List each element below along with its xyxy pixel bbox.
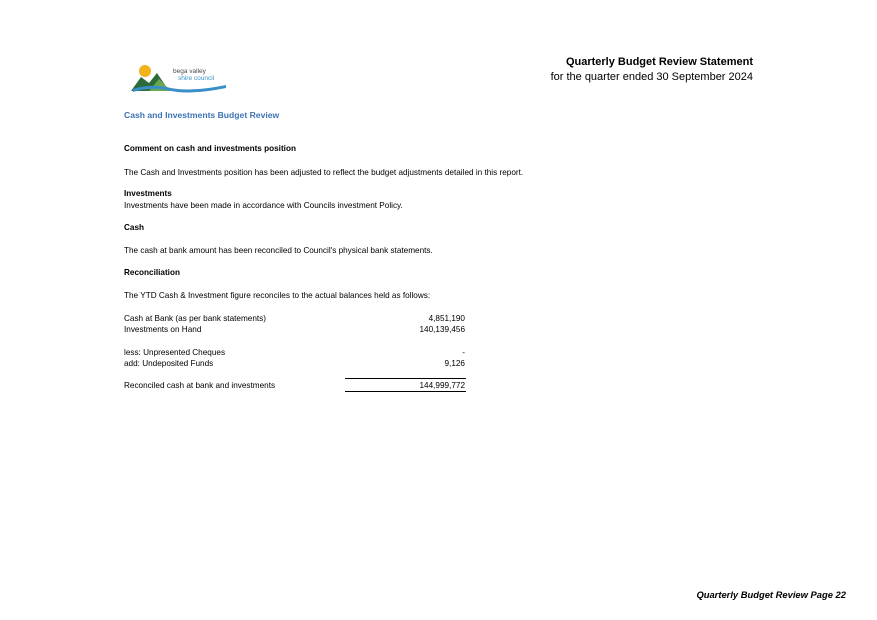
investments-text: Investments have been made in accordance with Councils investment Policy. [124, 201, 403, 210]
svg-text:bega valley: bega valley [173, 68, 206, 75]
section-title: Cash and Investments Budget Review [124, 110, 280, 120]
recon-row-label: Investments on Hand [124, 325, 202, 334]
recon-row-label: less: Unpresented Cheques [124, 348, 226, 357]
cash-heading: Cash [124, 223, 145, 232]
recon-row-value: 4,851,190 [428, 314, 465, 323]
report-title: Quarterly Budget Review Statement [565, 56, 753, 68]
recon-row-value: 9,126 [444, 359, 465, 368]
comment-text: The Cash and Investments position has been adjusted to reflect the budget adjustments detailed in this report. [124, 168, 524, 177]
page-footer: Quarterly Budget Review Page 22 [696, 589, 846, 600]
recon-row-value: 140,139,456 [419, 325, 465, 334]
recon-row-value: - [462, 348, 465, 357]
comment-heading: Comment on cash and investments position [124, 144, 296, 153]
council-logo [131, 61, 231, 93]
report-subtitle: for the quarter ended 30 September 2024 [550, 71, 753, 83]
council-logo-graphic [131, 61, 231, 93]
recon-row-label: add: Undeposited Funds [124, 359, 214, 368]
recon-total-label: Reconciled cash at bank and investments [124, 381, 276, 390]
svg-text:shire council: shire council [178, 75, 215, 82]
recon-row-label: Cash at Bank (as per bank statements) [124, 314, 266, 323]
investments-heading: Investments [124, 189, 172, 198]
recon-total-value: 144,999,772 [419, 381, 465, 390]
reconciliation-heading: Reconciliation [124, 268, 180, 277]
total-bottom-rule [345, 391, 466, 392]
total-top-rule [345, 378, 466, 379]
cash-text: The cash at bank amount has been reconciled to Council's physical bank statements. [124, 246, 433, 255]
reconciliation-intro: The YTD Cash & Investment figure reconciles to the actual balances held as follows: [124, 291, 431, 300]
